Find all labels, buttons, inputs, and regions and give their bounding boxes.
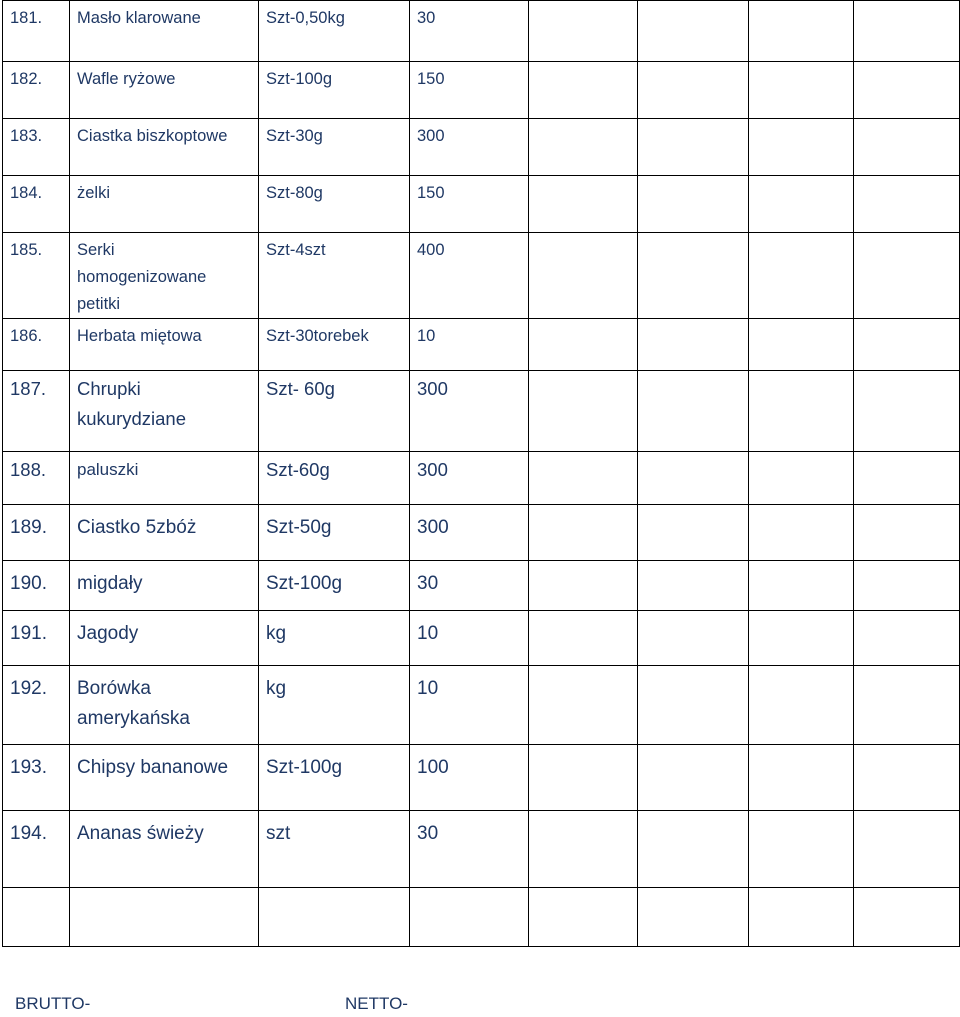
product-name-cell <box>70 745 259 811</box>
table-row <box>3 888 960 947</box>
empty-cell[interactable] <box>529 233 638 319</box>
row-number-cell <box>3 1 70 62</box>
order-table <box>2 0 960 947</box>
row-number: 191. <box>10 623 47 644</box>
table-row <box>3 666 960 745</box>
product-quantity: 100 <box>417 757 449 778</box>
row-number-cell <box>3 505 70 561</box>
product-quantity: 400 <box>417 241 445 259</box>
empty-cell[interactable] <box>529 666 638 745</box>
empty-cell[interactable] <box>749 666 854 745</box>
product-unit: kg <box>266 678 287 699</box>
row-number: 182. <box>10 70 43 88</box>
row-number: 181. <box>10 9 43 27</box>
empty-cell[interactable] <box>638 611 749 666</box>
empty-cell[interactable] <box>749 561 854 611</box>
product-name-cell <box>70 119 259 176</box>
row-number-cell <box>3 666 70 745</box>
empty-cell[interactable] <box>529 62 638 119</box>
product-quantity: 300 <box>417 127 445 145</box>
product-quantity-cell <box>410 319 529 371</box>
row-number-cell <box>3 745 70 811</box>
product-name: Ciastka biszkoptowe <box>77 127 228 145</box>
row-number-cell <box>3 319 70 371</box>
product-name: Ciastko 5zbóż <box>77 517 197 538</box>
empty-cell[interactable] <box>529 1 638 62</box>
product-name: Ananas świeży <box>77 823 204 844</box>
product-quantity: 150 <box>417 184 445 202</box>
table-row <box>3 811 960 888</box>
empty-cell[interactable] <box>854 119 960 176</box>
product-unit: Szt-100g <box>266 70 333 88</box>
product-quantity-cell <box>410 745 529 811</box>
product-quantity-cell <box>410 452 529 505</box>
empty-cell[interactable] <box>854 319 960 371</box>
product-name: Herbata miętowa <box>77 327 202 345</box>
product-unit-cell <box>259 371 410 452</box>
table-row <box>3 371 960 452</box>
empty-cell[interactable] <box>638 561 749 611</box>
row-number-cell <box>3 233 70 319</box>
empty-cell[interactable] <box>529 452 638 505</box>
product-name-cell <box>70 811 259 888</box>
table-row <box>3 1 960 62</box>
product-name-cell <box>70 176 259 233</box>
empty-cell[interactable] <box>749 811 854 888</box>
empty-cell[interactable] <box>749 319 854 371</box>
row-number-cell <box>3 119 70 176</box>
product-unit: Szt-50g <box>266 517 332 538</box>
table-row <box>3 176 960 233</box>
product-unit-cell <box>259 611 410 666</box>
product-name-cell <box>70 319 259 371</box>
netto-label: NETTO- <box>345 994 408 1013</box>
product-name-cell <box>70 233 259 319</box>
product-name-cell <box>70 62 259 119</box>
empty-cell[interactable] <box>749 452 854 505</box>
product-name: Chipsy bananowe <box>77 757 229 778</box>
row-number-cell <box>3 176 70 233</box>
row-number: 194. <box>10 823 47 844</box>
row-number: 184. <box>10 184 43 202</box>
product-quantity: 30 <box>417 573 439 594</box>
product-unit: kg <box>266 623 287 644</box>
empty-cell[interactable] <box>749 1 854 62</box>
product-unit-cell <box>259 745 410 811</box>
product-name-cell <box>70 452 259 505</box>
product-unit: Szt- 60g <box>266 378 335 399</box>
product-unit: Szt-30torebek <box>266 327 369 345</box>
table-row <box>3 62 960 119</box>
table-row <box>3 505 960 561</box>
table-body <box>3 1 960 947</box>
product-quantity <box>410 888 528 896</box>
product-unit <box>259 888 409 896</box>
product-unit: Szt-0,50kg <box>266 9 345 27</box>
empty-cell[interactable] <box>529 119 638 176</box>
empty-cell[interactable] <box>749 611 854 666</box>
empty-cell[interactable] <box>638 371 749 452</box>
empty-cell[interactable] <box>638 888 749 947</box>
table-row <box>3 561 960 611</box>
table-row <box>3 319 960 371</box>
product-quantity-cell <box>410 505 529 561</box>
empty-cell[interactable] <box>854 611 960 666</box>
table-row <box>3 611 960 666</box>
empty-cell[interactable] <box>529 745 638 811</box>
product-quantity: 150 <box>417 70 445 88</box>
empty-cell[interactable] <box>638 745 749 811</box>
empty-cell[interactable] <box>854 745 960 811</box>
brutto-label: BRUTTO- <box>15 994 91 1013</box>
product-name: żelki <box>77 184 111 202</box>
table-row <box>3 233 960 319</box>
empty-cell[interactable] <box>638 176 749 233</box>
row-number-cell <box>3 811 70 888</box>
row-number: 185. <box>10 241 43 259</box>
product-name: Chrupki kukurydziane <box>77 378 187 429</box>
product-quantity-cell <box>410 666 529 745</box>
product-unit-cell <box>259 888 410 947</box>
row-number: 189. <box>10 517 47 538</box>
row-number-cell <box>3 888 70 947</box>
product-unit-cell <box>259 119 410 176</box>
product-quantity-cell <box>410 611 529 666</box>
empty-cell[interactable] <box>529 505 638 561</box>
row-number: 186. <box>10 327 43 345</box>
empty-cell[interactable] <box>529 176 638 233</box>
row-number <box>3 888 69 896</box>
product-unit: Szt-60g <box>266 459 330 480</box>
product-quantity-cell <box>410 176 529 233</box>
empty-cell[interactable] <box>854 811 960 888</box>
product-quantity-cell <box>410 62 529 119</box>
empty-cell[interactable] <box>854 62 960 119</box>
product-name <box>70 888 258 896</box>
row-number: 187. <box>10 378 47 399</box>
empty-cell[interactable] <box>638 452 749 505</box>
empty-cell[interactable] <box>854 233 960 319</box>
product-quantity-cell <box>410 811 529 888</box>
product-quantity: 300 <box>417 459 448 480</box>
empty-cell[interactable] <box>854 666 960 745</box>
product-quantity: 10 <box>417 327 436 345</box>
empty-cell[interactable] <box>529 319 638 371</box>
row-number-cell <box>3 62 70 119</box>
empty-cell[interactable] <box>529 888 638 947</box>
product-unit: Szt-4szt <box>266 241 326 259</box>
product-name-cell <box>70 371 259 452</box>
empty-cell[interactable] <box>638 505 749 561</box>
empty-cell[interactable] <box>749 505 854 561</box>
empty-cell[interactable] <box>529 811 638 888</box>
product-name-cell <box>70 888 259 947</box>
empty-cell[interactable] <box>854 176 960 233</box>
product-name-cell <box>70 505 259 561</box>
product-name-cell <box>70 1 259 62</box>
product-quantity-cell <box>410 561 529 611</box>
table-row <box>3 119 960 176</box>
row-number-cell <box>3 611 70 666</box>
empty-cell[interactable] <box>749 119 854 176</box>
row-number: 193. <box>10 757 47 778</box>
empty-cell[interactable] <box>749 745 854 811</box>
table-row <box>3 452 960 505</box>
empty-cell[interactable] <box>529 561 638 611</box>
product-quantity-cell <box>410 1 529 62</box>
table-row <box>3 745 960 811</box>
product-unit: Szt-100g <box>266 573 343 594</box>
product-quantity: 300 <box>417 517 449 538</box>
product-name: Borówka amerykańska <box>77 678 190 729</box>
product-unit-cell <box>259 176 410 233</box>
empty-cell[interactable] <box>854 1 960 62</box>
product-name-cell <box>70 561 259 611</box>
row-number: 190. <box>10 573 47 594</box>
product-unit: szt <box>266 823 291 844</box>
row-number-cell <box>3 371 70 452</box>
row-number: 192. <box>10 678 47 699</box>
empty-cell[interactable] <box>854 888 960 947</box>
empty-cell[interactable] <box>529 611 638 666</box>
row-number: 188. <box>10 459 47 480</box>
product-name: Masło klarowane <box>77 9 201 27</box>
empty-cell[interactable] <box>854 371 960 452</box>
empty-cell[interactable] <box>638 666 749 745</box>
row-number-cell <box>3 452 70 505</box>
product-quantity: 300 <box>417 378 448 399</box>
product-unit-cell <box>259 561 410 611</box>
empty-cell[interactable] <box>854 561 960 611</box>
product-name: Jagody <box>77 623 139 644</box>
product-quantity-cell <box>410 119 529 176</box>
empty-cell[interactable] <box>638 1 749 62</box>
product-unit-cell <box>259 452 410 505</box>
product-quantity-cell <box>410 888 529 947</box>
product-unit-cell <box>259 319 410 371</box>
product-unit-cell <box>259 811 410 888</box>
empty-cell[interactable] <box>854 505 960 561</box>
product-unit-cell <box>259 666 410 745</box>
product-name-cell <box>70 666 259 745</box>
product-quantity-cell <box>410 233 529 319</box>
empty-cell[interactable] <box>638 119 749 176</box>
product-name: Wafle ryżowe <box>77 70 176 88</box>
empty-cell[interactable] <box>529 371 638 452</box>
product-quantity: 10 <box>417 623 439 644</box>
product-unit: Szt-100g <box>266 757 343 778</box>
empty-cell[interactable] <box>638 233 749 319</box>
product-quantity: 30 <box>417 823 439 844</box>
product-unit-cell <box>259 62 410 119</box>
empty-cell[interactable] <box>854 452 960 505</box>
empty-cell[interactable] <box>749 233 854 319</box>
empty-cell[interactable] <box>638 62 749 119</box>
row-number-cell <box>3 561 70 611</box>
product-unit: Szt-80g <box>266 184 323 202</box>
empty-cell[interactable] <box>638 811 749 888</box>
empty-cell[interactable] <box>749 62 854 119</box>
product-unit-cell <box>259 233 410 319</box>
product-quantity-cell <box>410 371 529 452</box>
product-quantity: 30 <box>417 9 436 27</box>
product-name: Serki homogenizowane petitki <box>77 241 207 313</box>
product-name: paluszki <box>77 460 139 479</box>
product-name: migdały <box>77 573 143 594</box>
empty-cell[interactable] <box>638 319 749 371</box>
row-number: 183. <box>10 127 43 145</box>
empty-cell[interactable] <box>749 371 854 452</box>
product-quantity: 10 <box>417 678 439 699</box>
product-unit-cell <box>259 1 410 62</box>
empty-cell[interactable] <box>749 176 854 233</box>
product-unit: Szt-30g <box>266 127 323 145</box>
empty-cell[interactable] <box>749 888 854 947</box>
product-unit-cell <box>259 505 410 561</box>
product-name-cell <box>70 611 259 666</box>
